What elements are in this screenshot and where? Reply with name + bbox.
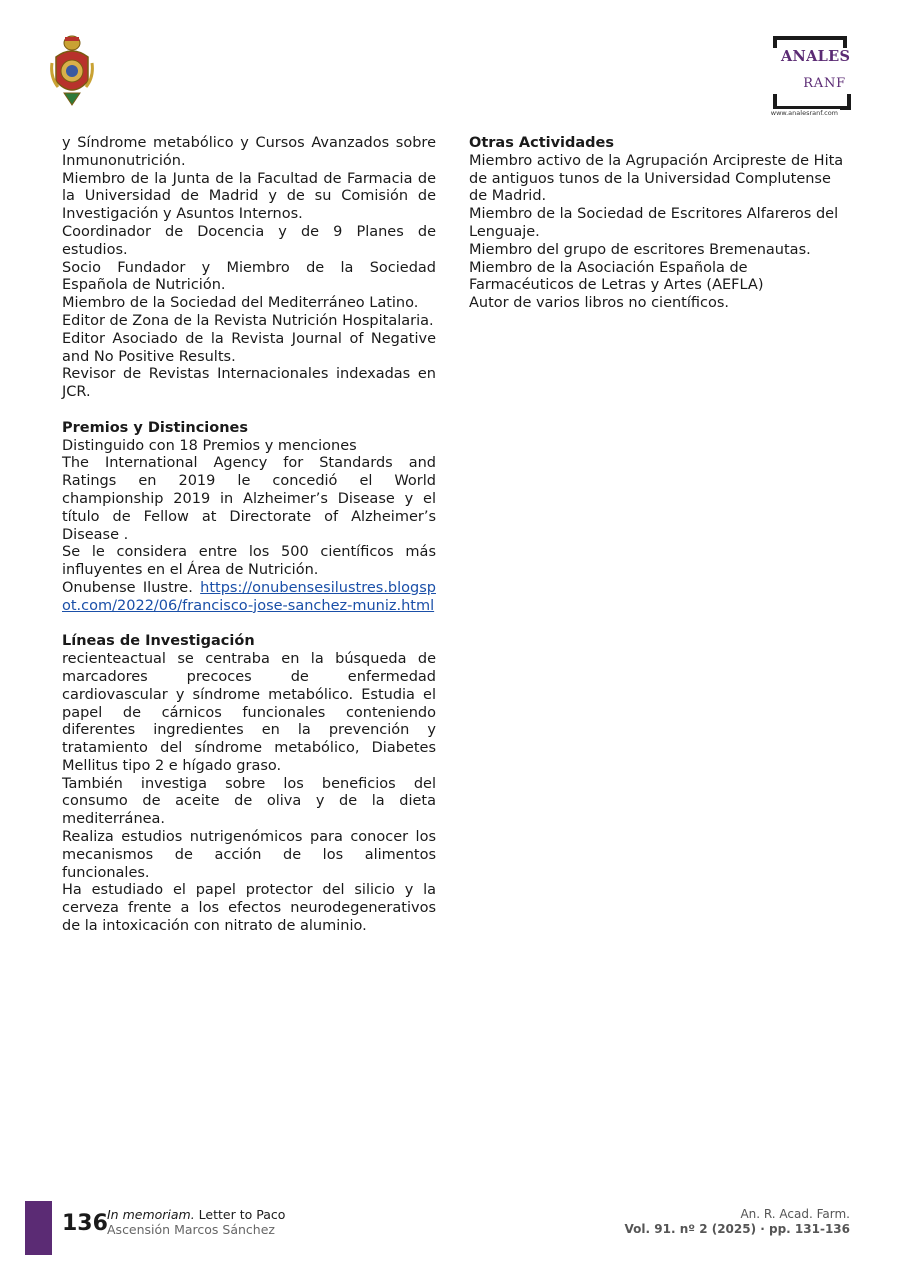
intro-line: Miembro de la Junta de la Facultad de Farmacia de la Universidad de Madrid y de su Comisión de Investigación y Asuntos Internos.	[62, 170, 436, 223]
footer-title	[107, 1207, 285, 1222]
intro-line: y Síndrome metabólico y Cursos Avanzados sobre Inmunonutrición.	[62, 135, 436, 169]
footer-author: Ascensión Marcos Sánchez	[107, 1222, 275, 1237]
page-number: 136	[62, 1211, 108, 1236]
logo-title: ANALES	[781, 48, 851, 65]
footer-title-italic: In memoriam.	[107, 1207, 195, 1222]
otras-line: Miembro de la Sociedad de Escritores Alfareros del Lenguaje.	[469, 206, 839, 240]
intro-line: Editor Asociado de la Revista Journal of Negative and No Positive Results.	[62, 330, 436, 365]
onubense-text: Onubense Ilustre.	[62, 579, 193, 596]
otras-line: Miembro activo de la Agrupación Arcipreste de Hita de antiguos tunos de la Universidad Complutense de Madrid.	[469, 152, 844, 205]
section-heading-premios: Premios y Distinciones	[62, 419, 249, 436]
intro-line: Coordinador de Docencia y de 9 Planes de estudios.	[62, 223, 436, 258]
logo-url: www.analesranf.com	[770, 109, 838, 117]
footer-accent-bar	[25, 1201, 52, 1255]
onubense-link[interactable]: https://onubensesilustres.blogspot.com/2022/06/francisco-jose-sanchez-muniz.html	[62, 579, 436, 614]
lineas-line: recienteactual se centraba en la búsqueda de marcadores precoces de enfermedad cardiovascular y síndrome metabólico. Estudia el papel de cárnicos funcionales conteniendo diferentes ingredientes en la prevención y tratamiento del síndrome metabólico, Diabetes Mellitus tipo 2 e hígado graso.	[62, 651, 436, 774]
anales-ranf-logo	[737, 36, 850, 118]
lineas-line: También investiga sobre los beneficios del consumo de aceite de oliva y de la dieta mediterránea.	[62, 775, 436, 828]
footer-volume: Vol. 91. nº 2 (2025) · pp. 131-136	[624, 1222, 850, 1236]
royal-academy-crest-icon	[50, 33, 94, 109]
onubense-paragraph	[62, 580, 436, 616]
intro-line: Socio Fundador y Miembro de la Sociedad Española de Nutrición.	[62, 259, 436, 294]
premios-line: Distinguido con 18 Premios y menciones	[62, 437, 357, 454]
logo-subtitle: RANF	[803, 76, 846, 91]
footer-journal: An. R. Acad. Farm.	[740, 1207, 850, 1221]
logo-frame-bottom	[773, 94, 851, 110]
right-column	[469, 135, 847, 313]
section-heading-lineas: Líneas de Investigación	[62, 633, 255, 650]
logo-frame-top	[773, 36, 847, 48]
lineas-line: Ha estudiado el papel protector del silicio y la cerveza frente a los efectos neurodegenerativos de la intoxicación con nitrato de aluminio.	[62, 882, 436, 935]
intro-line: Editor de Zona de la Revista Nutrición Hospitalaria.	[62, 312, 434, 329]
section-heading-otras: Otras Actividades	[469, 135, 615, 151]
footer-title-rest: Letter to Paco	[194, 1207, 286, 1222]
left-column	[62, 135, 436, 936]
lineas-line: Realiza estudios nutrigenómicos para conocer los mecanismos de acción de los alimentos funcionales.	[62, 829, 436, 881]
premios-line: The International Agency for Standards and Ratings en 2019 le concedió el World championship 2019 in Alzheimer’s Disease y el título de Fellow at Directorate of Alzheimer’s Disease .	[62, 455, 436, 543]
otras-line: Autor de varios libros no científicos.	[469, 295, 730, 312]
intro-line: Revisor de Revistas Internacionales indexadas en JCR.	[62, 366, 436, 401]
otras-line: Miembro del grupo de escritores Bremenautas.	[469, 241, 811, 258]
premios-line: Se le considera entre los 500 científicos más influyentes en el Área de Nutrición.	[62, 544, 436, 579]
intro-line: Miembro de la Sociedad del Mediterráneo Latino.	[62, 295, 419, 312]
otras-line: Miembro de la Asociación Española de Farmacéuticos de Letras y Artes (AEFLA)	[469, 259, 764, 294]
